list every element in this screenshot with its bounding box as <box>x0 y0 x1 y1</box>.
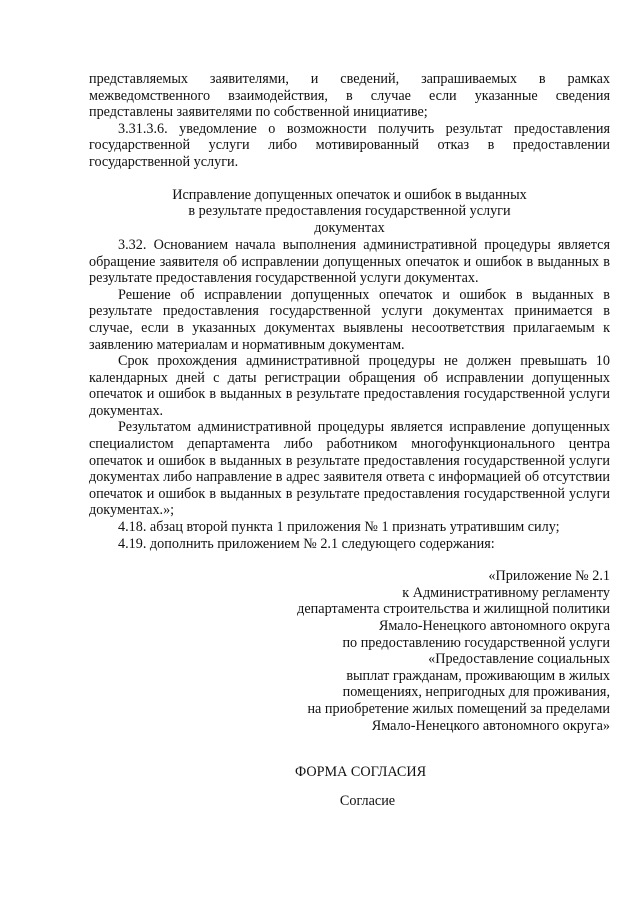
appendix-line: к Административному регламенту <box>402 584 610 601</box>
appendix-line: Ямало-Ненецкого автономного округа <box>378 618 610 635</box>
appendix-header <box>89 568 610 734</box>
paragraph: 4.19. дополнить приложением № 2.1 следующего содержания: <box>118 535 495 552</box>
appendix-line: Ямало-Ненецкого автономного округа» <box>371 717 610 734</box>
paragraph: Результатом административной процедуры является исправление допущенных специалистом департамента либо работником многофункционального центра опечаток и ошибок в выданных в результате предоставления государственной услуги документах либо направление в адрес заявителя ответа с информацией об отсутствии опечаток и ошибок в выданных в результате предоставления государственной услуги документах.»; <box>89 419 610 519</box>
section-heading-line: Исправление допущенных опечаток и ошибок в выданных <box>172 186 527 203</box>
section-heading <box>89 187 610 237</box>
paragraph: 3.31.3.6. уведомление о возможности получить результат предоставления государственной услуги либо мотивированный отказ в предоставлении государственной услуги. <box>89 120 610 170</box>
document-page <box>89 71 610 809</box>
section-heading-line: в результате предоставления государственной услуги <box>188 203 511 220</box>
appendix-line: «Приложение № 2.1 <box>488 568 610 585</box>
section-heading-line: документах <box>314 220 385 237</box>
appendix-line: помещениях, непригодных для проживания, <box>342 684 610 701</box>
appendix-line: выплат гражданам, проживающим в жилых <box>346 667 610 684</box>
paragraph: Срок прохождения административной процедуры не должен превышать 10 календарных дней с даты регистрации обращения об исправлении допущенных опечаток и ошибок в выданных в результате предоставления государственной услуги документах. <box>89 353 610 419</box>
paragraph: 4.18. абзац второй пункта 1 приложения № 1 признать утратившим силу; <box>118 519 560 536</box>
appendix-line: «Предоставление социальных <box>428 651 610 668</box>
form-title: ФОРМА СОГЛАСИЯ <box>294 764 427 781</box>
paragraph: 3.32. Основанием начала выполнения административной процедуры является обращение заявителя об исправлении допущенных опечаток и ошибок в выданных в результате предоставления государственной услуги документах. <box>89 236 610 287</box>
appendix-line: департамента строительства и жилищной политики <box>297 601 610 618</box>
paragraph: представляемых заявителями, и сведений, запрашиваемых в рамках межведомственного взаимодействия, в случае если указанные сведения представлены заявителями по собственной инициативе; <box>89 71 610 121</box>
appendix-line: на приобретение жилых помещений за пределами <box>307 700 610 717</box>
appendix-line: по предоставлению государственной услуги <box>342 634 610 651</box>
form-subtitle: Согласие <box>339 792 396 809</box>
paragraph: Решение об исправлении допущенных опечаток и ошибок в выданных в результате предоставления государственной услуги документах принимается в случае, если в указанных документах выявлены несоответствия прилагаемым к заявлению материалам и нормативным документам. <box>89 286 610 353</box>
